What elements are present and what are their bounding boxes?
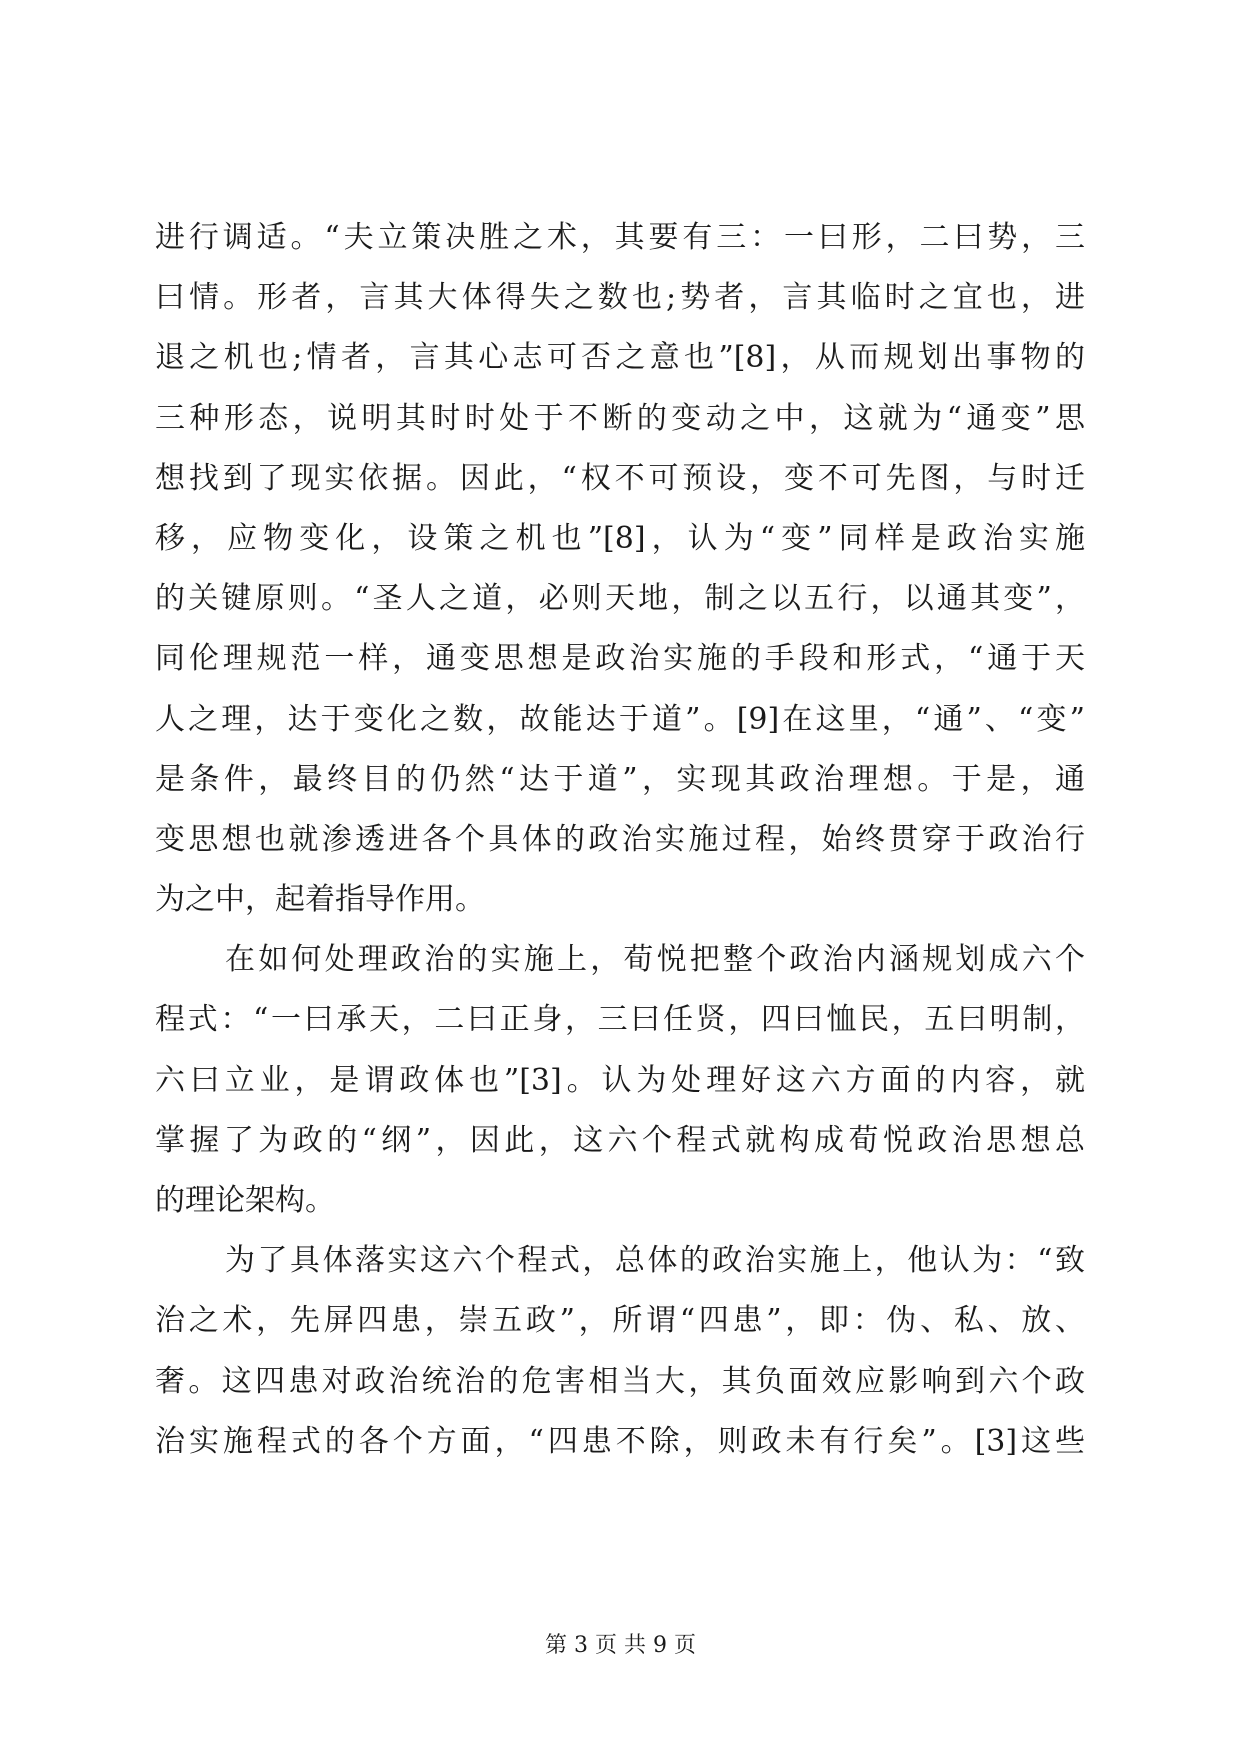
text-line: 是条件，最终目的仍然“达于道”，实现其政治理想。于是，通 (155, 761, 1085, 797)
page-number-footer: 第 3 页 共 9 页 (545, 1633, 696, 1658)
text-line: 人之理，达于变化之数，故能达于道”。[9]在这里，“通”、“变” (155, 701, 1085, 737)
body-text (155, 208, 1085, 1472)
text-line: 进行调适。“夫立策决胜之术，其要有三：一曰形，二曰势，三 (155, 220, 1085, 255)
text-line: 掌握了为政的“纲”，因此，这六个程式就构成荀悦政治思想总 (155, 1122, 1085, 1158)
text-line: 的理论架构。 (155, 1183, 335, 1218)
text-line: 三种形态，说明其时时处于不断的变动之中，这就为“通变”思 (155, 400, 1085, 436)
text-line: 治实施程式的各个方面，“四患不除，则政未有行矣”。[3]这些 (155, 1423, 1085, 1459)
text-line: 退之机也;情者，言其心志可否之意也”[8]，从而规划出事物的 (155, 340, 1085, 376)
text-line: 治之术，先屏四患，崇五政”，所谓“四患”，即：伪、私、放、 (155, 1303, 1085, 1339)
text-line: 曰情。形者，言其大体得失之数也;势者，言其临时之宜也，进 (155, 280, 1085, 316)
text-line: 程式：“一曰承天，二曰正身，三曰任贤，四曰恤民，五曰明制， (155, 1002, 1085, 1038)
text-line: 为之中，起着指导作用。 (155, 882, 485, 918)
text-line: 变思想也就渗透进各个具体的政治实施过程，始终贯穿于政治行 (155, 821, 1085, 857)
text-line: 为了具体落实这六个程式，总体的政治实施上，他认为：“致 (225, 1243, 1085, 1279)
text-line: 想找到了现实依据。因此，“权不可预设，变不可先图，与时迁 (155, 460, 1085, 496)
text-line: 移，应物变化，设策之机也”[8]，认为“变”同样是政治实施 (155, 520, 1085, 556)
text-line: 六曰立业，是谓政体也”[3]。认为处理好这六方面的内容，就 (155, 1062, 1085, 1098)
text-line: 在如何处理政治的实施上，荀悦把整个政治内涵规划成六个 (225, 942, 1085, 978)
text-line: 的关键原则。“圣人之道，必则天地，制之以五行，以通其变”， (155, 581, 1085, 617)
text-line: 奢。这四患对政治统治的危害相当大，其负面效应影响到六个政 (155, 1363, 1085, 1399)
text-line: 同伦理规范一样，通变思想是政治实施的手段和形式，“通于天 (155, 641, 1085, 677)
